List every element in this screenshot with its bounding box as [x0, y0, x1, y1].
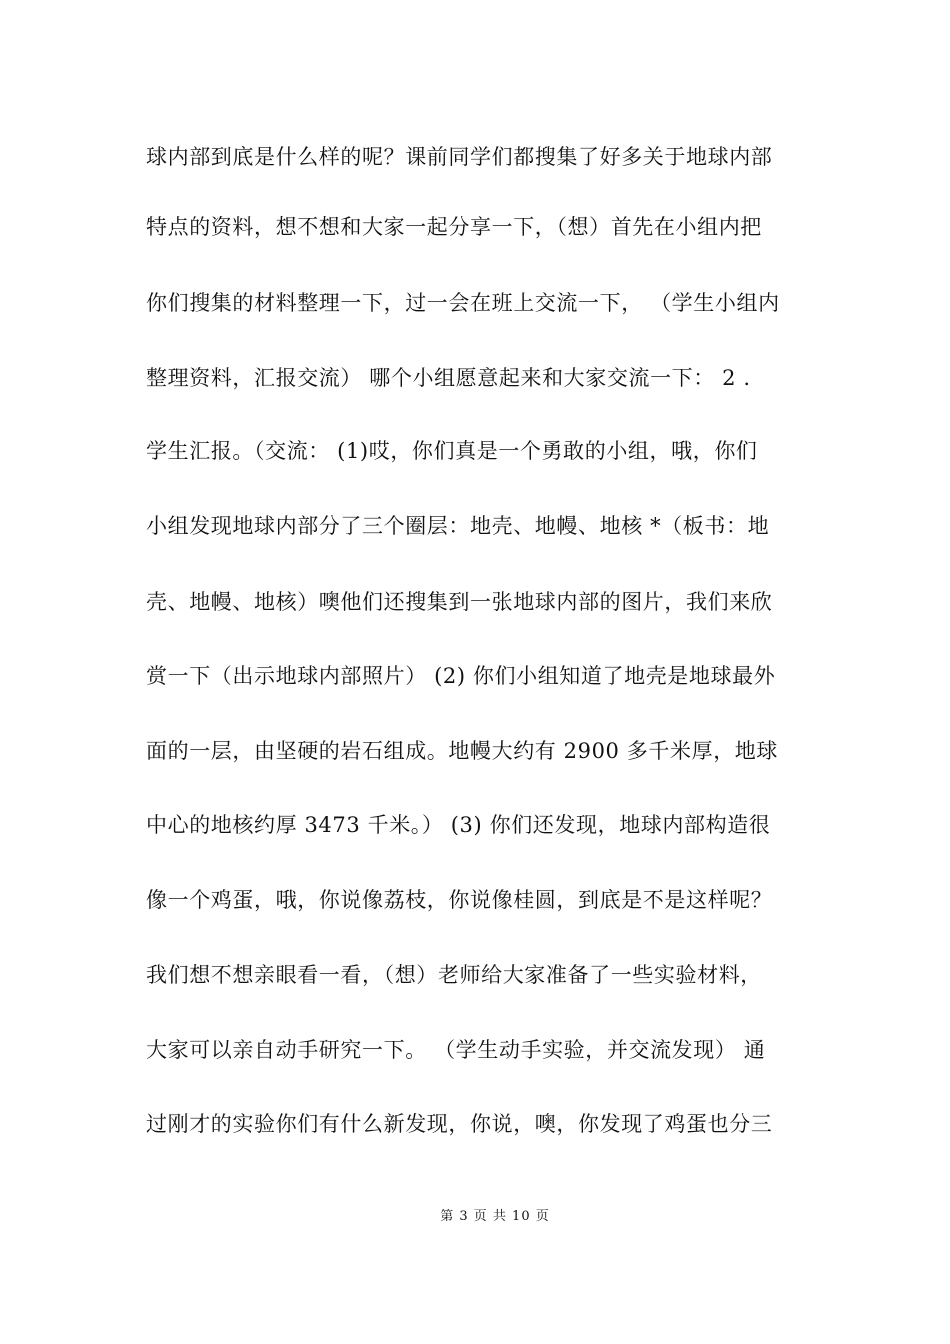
body-text-line-10: 中心的地核约厚 3473 千米。） (3) 你们还发现，地球内部构造很: [146, 813, 771, 837]
body-text-line-3: 你们搜集的材料整理一下，过一会在班上交流一下， （学生小组内: [146, 291, 780, 315]
body-text-line-14: 过刚才的实验你们有什么新发现，你说，噢，你发现了鸡蛋也分三: [146, 1112, 773, 1136]
body-text-line-9: 面的一层，由坚硬的岩石组成。地幔大约有 2900 多千米厚，地球: [146, 739, 778, 763]
body-text-line-7: 壳、地幔、地核）噢他们还搜集到一张地球内部的图片，我们来欣: [146, 590, 773, 614]
body-text-line-13: 大家可以亲自动手研究一下。 （学生动手实验，并交流发现） 通: [146, 1038, 766, 1062]
body-text-line-8: 赏一下（出示地球内部照片） (2) 你们小组知道了地壳是地球最外: [146, 664, 776, 688]
page-number-footer: 第 3 页 共 10 页: [440, 1209, 550, 1224]
body-text-line-4: 整理资料，汇报交流） 哪个小组愿意起来和大家交流一下： 2 .: [146, 366, 751, 390]
body-text-line-11: 像一个鸡蛋，哦，你说像荔枝，你说像桂圆，到底是不是这样呢？: [146, 888, 773, 912]
body-text-line-6: 小组发现地球内部分了三个圈层：地壳、地幔、地核 *（板书：地: [146, 514, 770, 538]
body-text-line-2: 特点的资料，想不想和大家一起分享一下，（想）首先在小组内把: [146, 215, 762, 239]
body-text-line-12: 我们想不想亲眼看一看，（想）老师给大家准备了一些实验材料，: [146, 963, 762, 987]
body-text-line-1: 球内部到底是什么样的呢？课前同学们都搜集了好多关于地球内部: [146, 145, 773, 169]
body-text-line-5: 学生汇报。（交流： (1)哎，你们真是一个勇敢的小组，哦，你们: [146, 439, 758, 463]
